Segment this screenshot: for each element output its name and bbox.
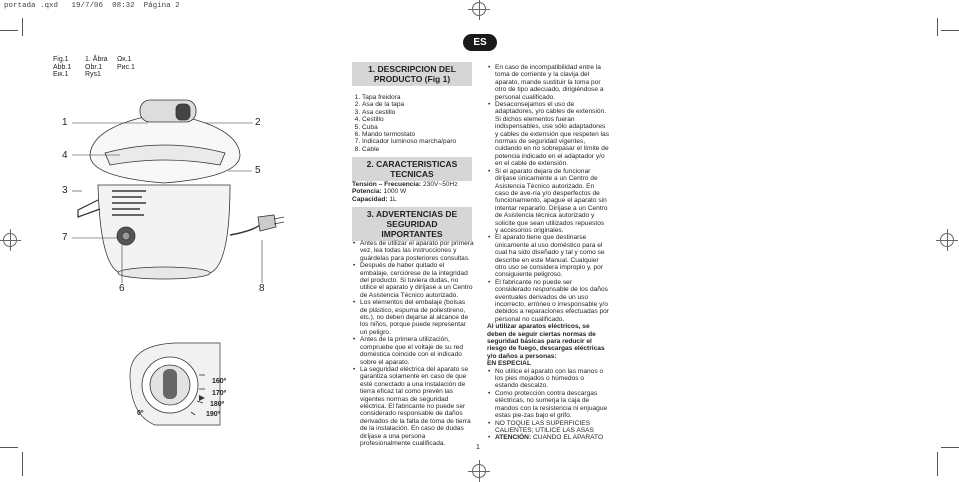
spec-value: 1L xyxy=(389,195,397,203)
list-item: • Después de haber quitado el embalaje, cerciórese de la integridad del producto. Si tuviera dudas, no utilice el aparato y diríjase a un Centro de Asistencia Técnico autorizado. xyxy=(360,262,474,299)
temperature-label: 190º xyxy=(206,411,221,418)
dial-zero-label: 0º xyxy=(137,410,144,417)
callout-number: 2 xyxy=(255,117,261,128)
section3-title-line: IMPORTANTES xyxy=(381,229,443,239)
list-item: 7. Indicador luminoso marcha/paro xyxy=(362,138,482,145)
figure-label: Obr.1 xyxy=(85,63,103,71)
list-item: 2. Asa de la tapa xyxy=(362,101,482,108)
callout-number: 4 xyxy=(62,150,68,161)
list-item: • Desaconsejamos el uso de adaptadores, y/o cables de extensión. Si dichos elementos fueran indispensables, use sólo adaptadores y cables de extensión que respeten las normas de seguridad vigentes, cuidando en no sobrepasar el límite de potencia indicado en el adaptador y/o en el cable de extensión. xyxy=(495,101,609,168)
callout-number: 6 xyxy=(119,283,125,294)
spec-value: 1000 W xyxy=(383,188,407,196)
atencion-label: ATENCIÓN: xyxy=(495,434,532,442)
bold-paragraph: Al utilizar aparatos eléctricos, se deben de seguir ciertas normas de seguridad básicas para reducir el riesgo de fuego, descargas eléctricas y/o daños a personas: xyxy=(487,323,605,360)
figure-label: Ωκ.1 xyxy=(117,56,132,63)
list-item: • Como protección contra descargas eléctricas, no sumerja la caja de mandos con la resistencia ni enjuague estas pie-zas bajo el grifo. xyxy=(495,390,609,420)
spec-label: Capacidad: xyxy=(352,195,388,203)
language-badge: ES xyxy=(463,34,497,51)
list-item: • La seguridad eléctrica del aparato se garantiza solamente en caso de que esté conectado a una instalación de tierra eficaz tal como prevén las vigentes normas de seguridad eléctrica. El fabricante no puede ser considerado responsable de daños derivados de la falta de toma de tierra de la instalación. En caso de dudas diríjase a una persona profesionalmente cualificada. xyxy=(360,366,474,447)
list-item: 1. Tapa freidora xyxy=(362,94,482,101)
section2-specs xyxy=(352,181,482,203)
list-item: • Antes de utilizar el aparato por primera vez, lea todas las instrucciones y guárdelas para posteriores consultas. xyxy=(360,240,474,262)
page-number: 1 xyxy=(476,444,480,451)
section3-bullets xyxy=(352,240,474,447)
list-item: 5. Cuba xyxy=(362,124,482,131)
temperature-label: 180º xyxy=(210,401,225,408)
callout-number: 3 xyxy=(62,185,68,196)
list-item: • Antes de la primera utilización, compruebe que el voltaje de su red doméstica coincide con el indicado sobre el aparato. xyxy=(360,336,474,366)
list-item: • NO TOQUE LAS SUPERFICIES CALIENTES; UTILICE LAS ASAS xyxy=(495,420,609,435)
section1-title-line: PRODUCTO (Fig 1) xyxy=(373,74,451,84)
callout-number: 8 xyxy=(259,283,265,294)
callout-number: 5 xyxy=(255,165,261,176)
list-item: 8. Cable xyxy=(362,146,482,153)
section2-heading xyxy=(352,157,472,181)
temperature-label: 160º xyxy=(212,378,227,385)
spec-label: Tensión – Frecuencia: xyxy=(352,181,422,188)
callout-number: 1 xyxy=(62,117,68,128)
figure-label: 1. Åbra xyxy=(85,56,108,63)
list-item: 4. Cestillo xyxy=(362,116,482,123)
figure-label: Рис.1 xyxy=(117,63,135,71)
list-item: • En caso de incompatibilidad entre la toma de corriente y la clavija del aparato, mande sustituir la toma por otro de tipo adecuado, dirigiéndose a personal cualificado. xyxy=(495,64,609,101)
list-item: 3. Asa cestillo xyxy=(362,109,482,116)
callout-number: 7 xyxy=(62,232,68,243)
temperature-label: 170º xyxy=(212,390,227,397)
spec-label: Potencia: xyxy=(352,188,382,196)
list-item: • No utilice el aparato con las manos o los pies mojados o húmedos o estando descalzo. xyxy=(495,368,609,390)
section1-list xyxy=(352,94,482,153)
right-column xyxy=(487,64,609,442)
figure-label: Abb.1 xyxy=(53,63,72,71)
section3-heading xyxy=(352,207,472,241)
header-page: Página 2 xyxy=(143,2,180,10)
figure-label: Rys1 xyxy=(85,71,101,78)
atencion-text: CUANDO EL APARATO xyxy=(532,434,604,442)
section1-title-line: 1. DESCRIPCION DEL xyxy=(368,64,456,74)
header-date: 19/7/06 xyxy=(71,2,104,10)
figure-label: Fig.1 xyxy=(53,56,69,63)
list-item: • El fabricante no puede ser considerado responsable de los daños eventuales derivados de un uso incorrecto, erróneo o irresponsable y/o debidos a reparaciones efectuadas por personal no cualificado. xyxy=(495,279,609,323)
list-item xyxy=(495,434,609,441)
section1-heading xyxy=(352,62,472,86)
list-item: • El aparato tiene que destinarse únicamente al uso doméstico para el cual ha sido diseñado y tal y como se describe en este Manual. Cualquier otro uso se considera impropio y, por consiguiente peligroso. xyxy=(495,234,609,278)
bold-label: EN ESPECIAL xyxy=(487,360,531,368)
header-filename: portada .qxd xyxy=(4,2,59,10)
spec-value: 230V~50Hz xyxy=(422,181,458,188)
list-item: • Los elementos del embalaje (bolsas de plástico, espuma de poliestireno, etc.), no deben dejarse al alcance de los niños, porque puede representar un peligro. xyxy=(360,299,474,336)
header-time: 08:32 xyxy=(112,2,135,10)
list-item: • Si el aparato dejara de funcionar diríjase únicamente a un Centro de Asistencia Técnico autorizado. En caso de ave-ría y/o desperfectos de funcionamiento, apague el aparato sin intentar repararlo. Diríjase a un Centro de Asistencia técnica autorizado y solicite que sean utilizados repuestos y accesorios originales. xyxy=(495,168,609,235)
figure-label: Εικ.1 xyxy=(53,71,69,78)
section2-title: 2. CARACTERISTICAS TECNICAS xyxy=(366,159,458,179)
list-item: 6. Mando termostato xyxy=(362,131,482,138)
section3-title-line: 3. ADVERTENCIAS DE SEGURIDAD xyxy=(366,209,458,229)
